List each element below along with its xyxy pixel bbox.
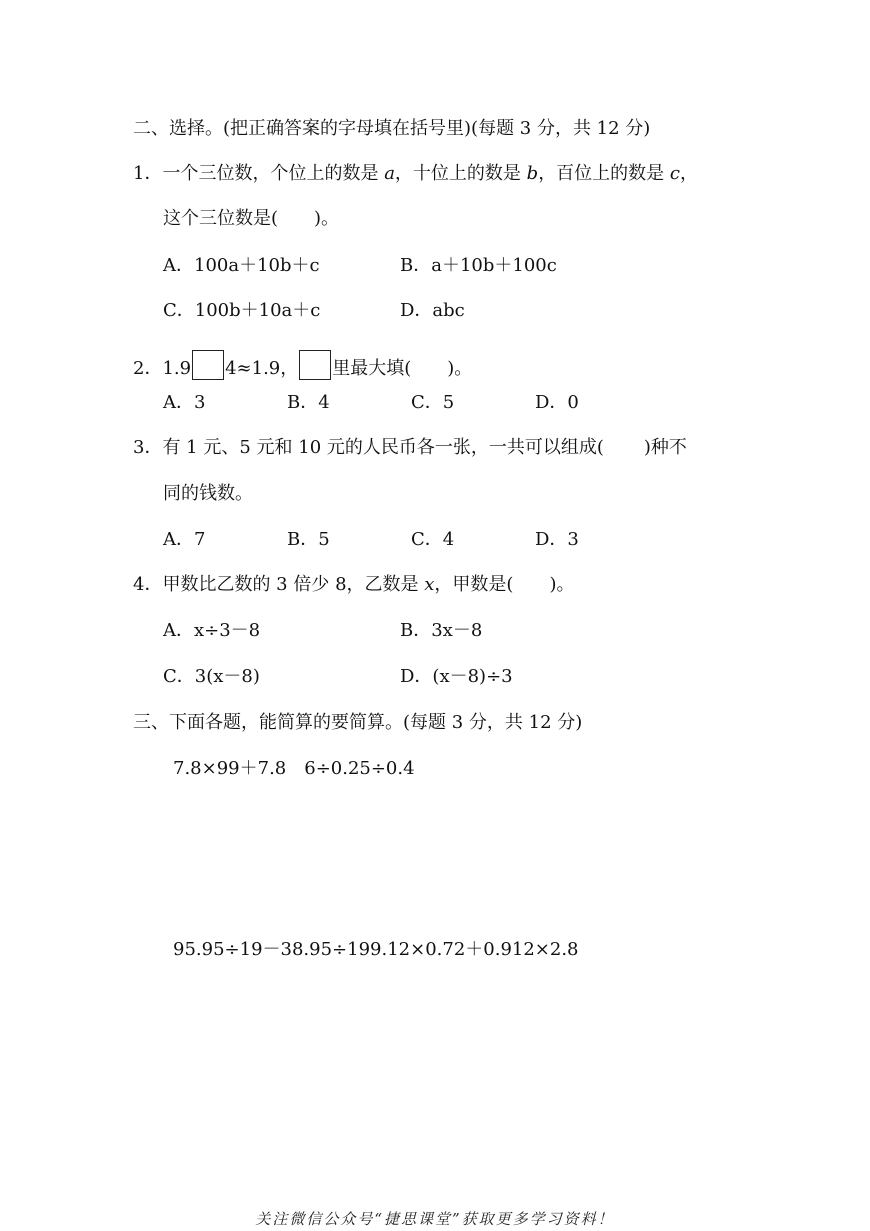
q4-var-x: x (424, 574, 435, 595)
q2-digit-box-2[interactable] (299, 350, 331, 380)
q2-option-c: C．5 (411, 392, 455, 413)
q1-text-2: ，十位上的数是 (394, 163, 527, 184)
q2-text-2: 4≈1.9， (225, 358, 299, 379)
question-1-line-1 (133, 162, 698, 186)
question-4-line (133, 573, 574, 597)
q3-option-c: C．4 (411, 529, 455, 550)
section-2-heading: 二、选择。(把正确答案的字母填在括号里)(每题 3 分，共 12 分) (133, 118, 651, 139)
page-footer: 关注微信公众号“捷思课堂”获取更多学习资料！ (255, 1210, 615, 1228)
q1-var-b: b (526, 163, 539, 184)
q1-option-c: C．100b＋10a＋c (163, 300, 321, 321)
q4-text-2: ，甲数是( (434, 574, 514, 595)
question-1-line-2 (163, 207, 339, 231)
question-2-line (133, 350, 472, 381)
q1-var-a: a (384, 163, 395, 184)
q1-text-1: 1．一个三位数，个位上的数是 (133, 163, 385, 184)
q2-text-4: )。 (447, 358, 473, 379)
section-3-heading: 三、下面各题，能简算的要简算。(每题 3 分，共 12 分) (133, 712, 583, 733)
q4-option-d: D．(x－8)÷3 (400, 666, 513, 687)
q1-line2-post: )。 (314, 208, 340, 229)
q2-option-b: B．4 (287, 392, 330, 413)
q2-text-1: 2．1.9 (133, 358, 192, 379)
q4-option-b: B．3x－8 (400, 620, 483, 641)
q1-option-a: A．100a＋10b＋c (163, 255, 320, 276)
calc-row-2: 95.95÷19－38.95÷199.12×0.72＋0.912×2.8 (173, 939, 579, 960)
q4-option-c: C．3(x－8) (163, 666, 260, 687)
q3-option-d: D．3 (535, 529, 579, 550)
q1-option-b: B．a＋10b＋100c (400, 255, 557, 276)
q4-option-a: A．x÷3－8 (163, 620, 261, 641)
q1-var-c: c (669, 163, 681, 184)
calc-row-1: 7.8×99＋7.8 6÷0.25÷0.4 (173, 758, 415, 779)
q3-option-b: B．5 (287, 529, 330, 550)
q1-text-3: ，百位上的数是 (538, 163, 670, 184)
q1-option-d: D．abc (400, 300, 465, 321)
question-3-line-2: 同的钱数。 (163, 483, 253, 504)
q2-option-a: A．3 (163, 392, 206, 413)
q1-text-4: ， (680, 163, 699, 184)
q2-digit-box-1[interactable] (192, 350, 224, 380)
q4-text-3: )。 (549, 574, 575, 595)
q3-line1-post: )种不 (643, 437, 687, 458)
q2-text-3: 里最大填( (332, 358, 412, 379)
q1-line2-pre: 这个三位数是( (163, 208, 279, 229)
q3-line1-pre: 3．有 1 元、5 元和 10 元的人民币各一张，一共可以组成( (133, 437, 604, 458)
q2-option-d: D．0 (535, 392, 579, 413)
q3-option-a: A．7 (163, 529, 206, 550)
question-3-line-1 (133, 436, 687, 460)
q4-text-1: 4．甲数比乙数的 3 倍少 8，乙数是 (133, 574, 425, 595)
